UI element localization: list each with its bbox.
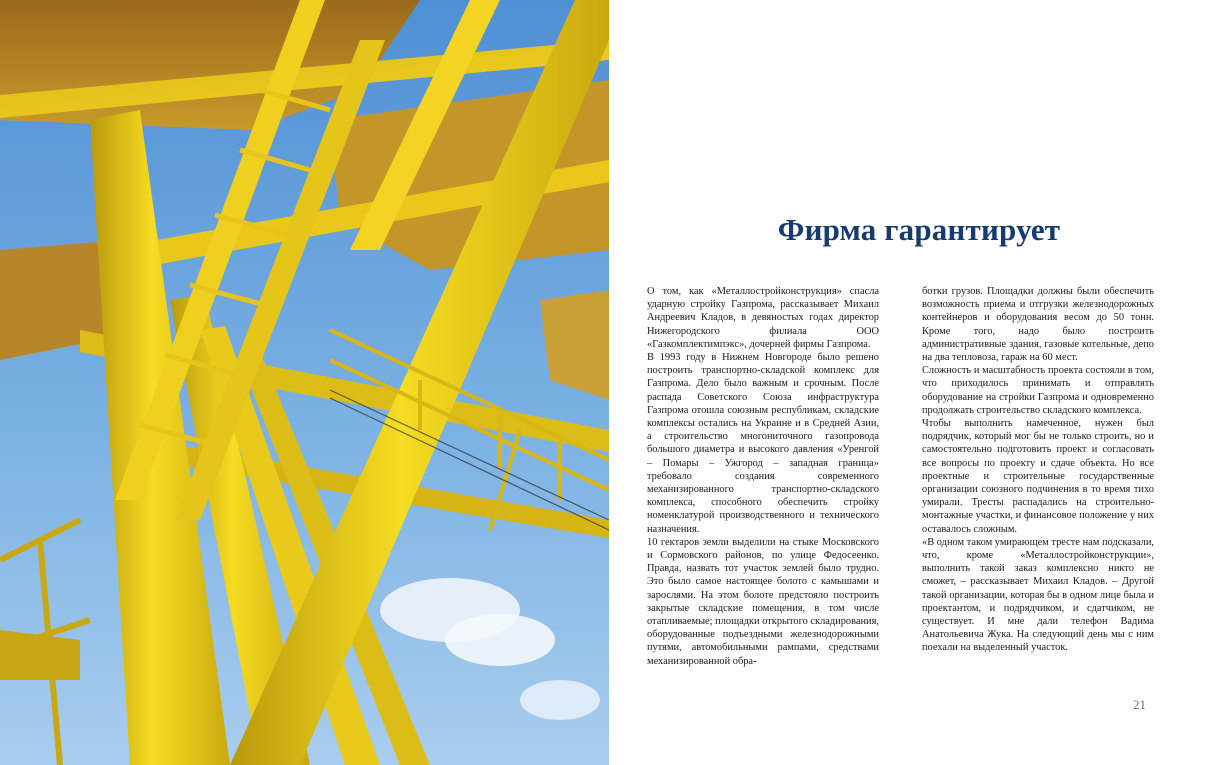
paragraph: Чтобы выполнить намеченное, нужен был подрядчик, который мог бы не только строить, но и самостоятельно подготовить проект и согласовать все вопросы по проекту и сдаче объекта. Но все проектные и строительные государственные организации союзного подчинения в то время тихо умирали. Тресты распадались на строительно-монтажные участки, и финансовое положение у них оставалось сложным. — [922, 418, 1154, 535]
paragraph: Сложность и масштабность проекта состояли в том, что приходилось принимать и отправлять оборудование на стройки Газпрома и одновременно продолжать строительство складского комплекса. — [922, 365, 1154, 416]
paragraph: В 1993 году в Нижнем Новгороде было решено построить транспортно-складской комплекс для Газпрома. Дело было важным и срочным. После распада Советского Союза инфраструктура Газпрома отошла союзным республикам, складские комплексы остались на Украине и в Средней Азии, а строительство многониточного газопровода большого диаметра и высокого давления «Уренгой – Помары – Ужгород – западная граница» требовало создания современного механизированного транспортно-складского комплекса, способного обеспечить стройку номенклатурой производственного и технического назначения. — [647, 352, 879, 535]
text-column-right — [922, 285, 1154, 655]
paragraph: 10 гектаров земли выделили на стыке Московского и Сормовского районов, по улице Федосеенко. Правда, назвать тот участок землей было трудно. Это было самое настоящее болото с камышами и зарослями. На этом болоте предстояло построить закрытые складские помещения, в том числе отапливаемые; площадки открытого складирования, оборудованные подъездными железнодорожными путями, автомобильными рампами, средствами механизированной обра- — [647, 536, 879, 667]
paragraph: «В одном таком умирающем тресте нам подсказали, что, кроме «Металлостройконструкции», выполнить такой заказ комплексно никто не сможет, – рассказывает Михаил Кладов. – Другой такой организации, которая бы в одном лице была и проектантом, и подрядчиком, и сдатчиком, не существует. И мне дали телефон Вадима Анатольевича Жука. На следующий день мы с ним поехали на выделенный участок. — [922, 536, 1154, 654]
paragraph: О том, как «Металлостройконструкция» спасла ударную стройку Газпрома, рассказывает Михаил Андреевич Кладов, в девяностых годах директор Нижегородского филиала ООО «Газкомплектимпэкс», дочерней фирмы Газпрома. — [647, 286, 879, 350]
article-title: Фирма гарантирует — [777, 212, 1061, 247]
photo-steel-structure — [0, 0, 609, 765]
text-column-left — [647, 285, 879, 668]
page-number: 21 — [1133, 697, 1146, 712]
paragraph: ботки грузов. Площадки должны были обеспечить возможность приема и отгрузки железнодорожных контейнеров и оборудования весом до 50 тонн. Кроме того, надо было построить административные здания, газовые котельные, депо на два тепловоза, гараж на 60 мест. — [922, 286, 1154, 364]
text-page — [609, 0, 1219, 765]
